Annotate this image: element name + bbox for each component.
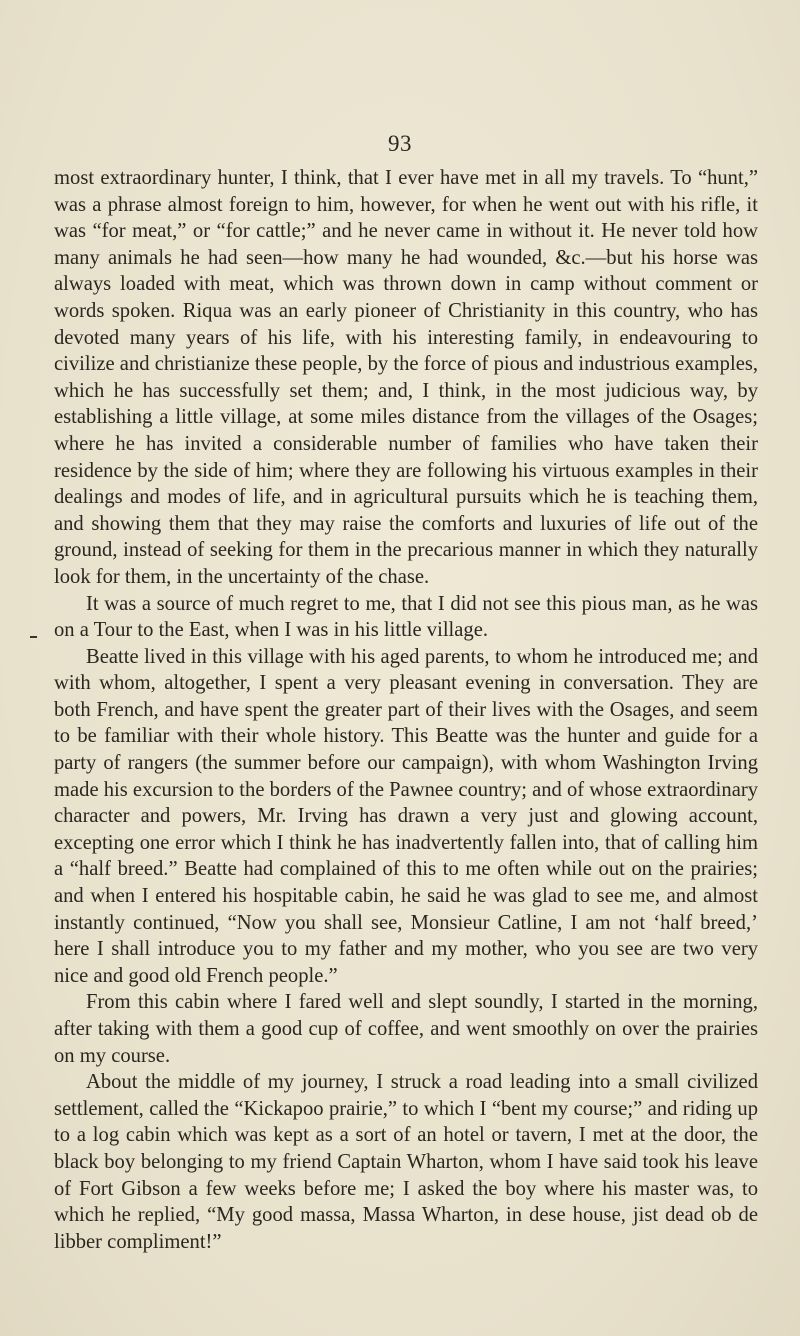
paragraph-1: most extraordinary hunter, I think, that I ever have met in all my travels. To “hunt,” was a phrase almost foreign to him, however, for when he went out with his rifle, it was “for meat,” or “for cattle;” and he never came in without it. He never told how many animals he had seen—how many he had wounded, &c.—but his horse was always loaded with meat, which was thrown down in camp without comment or words spoken. Riqua was an early pioneer of Christianity in this country, who has devoted many years of his life, with his interesting family, in endeavouring to civilize and christianize these people, by the force of pious and industrious examples, which he has successfully set them; and, I think, in the most judicious way, by establishing a little village, at some miles distance from the villages of the Osages; where he has invited a considerable number of families who have taken their residence by the side of him; where they are following his virtuous examples in their dealings and modes of life, and in agricultural pursuits which he is teaching them, and showing them that they may raise the comforts and luxuries of life out of the ground, instead of seeking for them in the precarious manner in which they naturally look for them, in the uncertainty of the chase.: [54, 167, 758, 588]
page-number: 93: [388, 131, 412, 156]
paragraph-5: About the middle of my journey, I struck a road leading into a small civilized settlement, called the “Kickapoo prairie,” to which I “bent my course;” and riding up to a log cabin which was kept as a sort of an hotel or tavern, I met at the door, the black boy belonging to my friend Captain Wharton, whom I have said took his leave of Fort Gibson a few weeks before me; I asked the boy where his master was, to which he replied, “My good massa, Massa Wharton, in dese house, jist dead ob de libber compliment!”: [54, 1071, 758, 1253]
paragraph-3: Beatte lived in this village with his aged parents, to whom he introduced me; and with whom, altogether, I spent a very pleasant evening in conversation. They are both French, and have spent the greater part of their lives with the Osages, and seem to be familiar with their whole history. This Beatte was the hunter and guide for a party of rangers (the summer before our campaign), with whom Washington Irving made his excursion to the borders of the Pawnee country; and of whose extraordinary character and powers, Mr. Irving has drawn a very just and glowing account, excepting one error which I think he has inadvertently fallen into, that of calling him a “half breed.” Beatte had complained of this to me often while out on the prairies; and when I entered his hospitable cabin, he said he was glad to see me, and almost instantly continued, “Now you shall see, Monsieur Catline, I am not ‘half breed,’ here I shall introduce you to my father and my mother, who you see are two very nice and good old French people.”: [54, 645, 758, 987]
paragraph-2: It was a source of much regret to me, that I did not see this pious man, as he was on a Tour to the East, when I was in his little village.: [54, 592, 758, 642]
body-text: [54, 165, 758, 1255]
margin-mark: [30, 636, 37, 638]
paragraph-4: From this cabin where I fared well and slept soundly, I started in the morning, after taking with them a good cup of coffee, and went smoothly on over the prairies on my course.: [54, 991, 758, 1067]
